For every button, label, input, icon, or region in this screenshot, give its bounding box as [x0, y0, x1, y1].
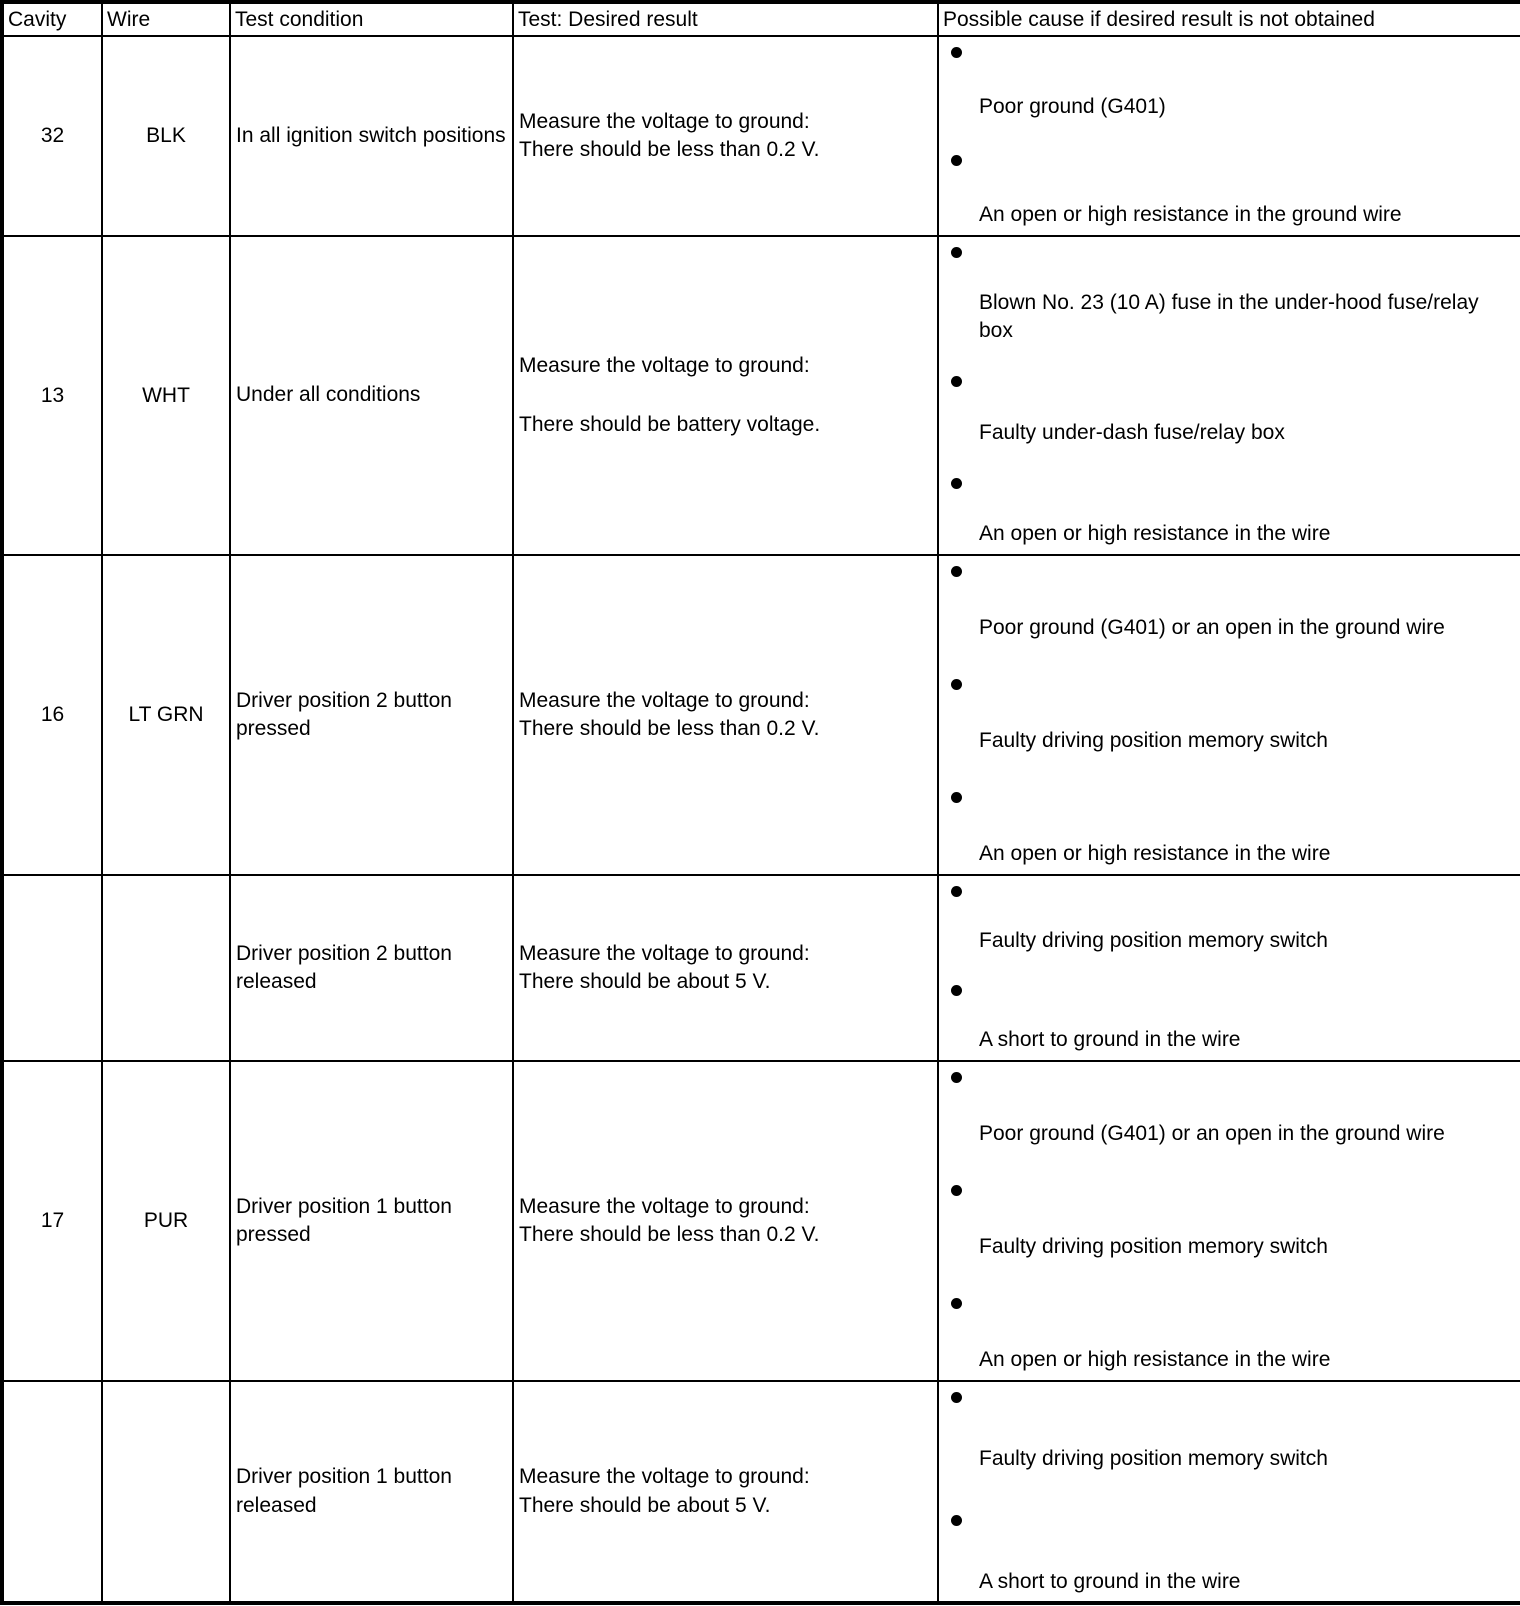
wire-value: [102, 875, 230, 1061]
table-row: [2, 1381, 1520, 1603]
wire-value: WHT: [102, 236, 230, 555]
cause-item: An open or high resistance in the wire: [979, 1348, 1331, 1372]
result-line: Measure the voltage to ground:: [519, 688, 810, 712]
table-row: [2, 236, 1520, 555]
header-desired-result: Test: Desired result: [513, 2, 938, 36]
result-line: There should be less than 0.2 V.: [519, 138, 820, 161]
bullet-icon: [951, 886, 962, 897]
result-line: There should be battery voltage.: [519, 412, 821, 436]
bullet-icon: [951, 47, 962, 58]
possible-causes: [938, 1381, 1520, 1603]
bullet-icon: [951, 792, 962, 803]
possible-causes: [938, 555, 1520, 875]
bullet-icon: [951, 478, 962, 489]
test-condition: Under all conditions: [230, 236, 513, 555]
cause-item: An open or high resistance in the wire: [979, 842, 1331, 866]
cavity-value: [2, 875, 102, 1061]
bullet-icon: [951, 1298, 962, 1309]
cause-item: Faulty driving position memory switch: [979, 929, 1328, 953]
possible-causes: [938, 875, 1520, 1061]
wire-value: [102, 1381, 230, 1603]
bullet-icon: [951, 1185, 962, 1196]
wire-value: BLK: [102, 36, 230, 236]
bullet-icon: [951, 1392, 962, 1403]
cause-item: Poor ground (G401): [979, 94, 1166, 118]
bullet-icon: [951, 566, 962, 577]
header-cavity: Cavity: [2, 2, 102, 36]
cause-item: Blown No. 23 (10 A) fuse in the under-hood fuse/relay box: [979, 291, 1479, 343]
header-wire: Wire: [102, 2, 230, 36]
desired-result: [513, 36, 938, 236]
cavity-value: [2, 1381, 102, 1603]
table-row: [2, 1061, 1520, 1381]
bullet-icon: [951, 679, 962, 690]
bullet-icon: [951, 985, 962, 996]
result-line: Measure the voltage to ground:: [519, 1465, 810, 1489]
cause-item: Faulty driving position memory switch: [979, 729, 1328, 753]
bullet-icon: [951, 376, 962, 387]
wire-value: LT GRN: [102, 555, 230, 875]
header-possible-cause: Possible cause if desired result is not obtained: [938, 2, 1520, 36]
bullet-icon: [951, 247, 962, 258]
result-line: Measure the voltage to ground:: [519, 941, 810, 965]
result-line: Measure the voltage to ground:: [519, 109, 810, 133]
cause-item: Faulty driving position memory switch: [979, 1235, 1328, 1259]
result-line: There should be about 5 V.: [519, 1493, 771, 1517]
test-condition: Driver position 2 button pressed: [230, 555, 513, 875]
desired-result: [513, 236, 938, 555]
cavity-value: 16: [2, 555, 102, 875]
result-line: There should be less than 0.2 V.: [519, 1223, 820, 1246]
possible-causes: [938, 1061, 1520, 1381]
possible-causes: [938, 236, 1520, 555]
desired-result: [513, 1381, 938, 1603]
table-row: [2, 875, 1520, 1061]
cause-item: An open or high resistance in the ground wire: [979, 203, 1402, 227]
result-line: Measure the voltage to ground:: [519, 1194, 810, 1218]
bullet-icon: [951, 1072, 962, 1083]
cause-item: An open or high resistance in the wire: [979, 522, 1331, 546]
header-test-condition: Test condition: [230, 2, 513, 36]
cause-item: Faulty driving position memory switch: [979, 1447, 1328, 1471]
desired-result: [513, 555, 938, 875]
desired-result: [513, 875, 938, 1061]
cause-item: Poor ground (G401) or an open in the ground wire: [979, 616, 1445, 640]
desired-result: [513, 1061, 938, 1381]
table-row: [2, 555, 1520, 875]
result-line: There should be less than 0.2 V.: [519, 717, 820, 740]
cavity-value: 17: [2, 1061, 102, 1381]
cause-item: Faulty under-dash fuse/relay box: [979, 420, 1285, 444]
wire-value: PUR: [102, 1061, 230, 1381]
bullet-icon: [951, 1515, 962, 1526]
possible-causes: [938, 36, 1520, 236]
cause-item: Poor ground (G401) or an open in the ground wire: [979, 1122, 1445, 1146]
bullet-icon: [951, 155, 962, 166]
table-row: [2, 36, 1520, 236]
test-condition: Driver position 1 button released: [230, 1381, 513, 1603]
result-line: There should be about 5 V.: [519, 970, 771, 993]
result-line: Measure the voltage to ground:: [519, 354, 810, 378]
cavity-value: 32: [2, 36, 102, 236]
test-condition: Driver position 2 button released: [230, 875, 513, 1061]
cause-item: A short to ground in the wire: [979, 1028, 1241, 1052]
test-condition: In all ignition switch positions: [230, 36, 513, 236]
test-condition: Driver position 1 button pressed: [230, 1061, 513, 1381]
table-header-row: [2, 2, 1520, 36]
cause-item: A short to ground in the wire: [979, 1570, 1241, 1594]
cavity-value: 13: [2, 236, 102, 555]
